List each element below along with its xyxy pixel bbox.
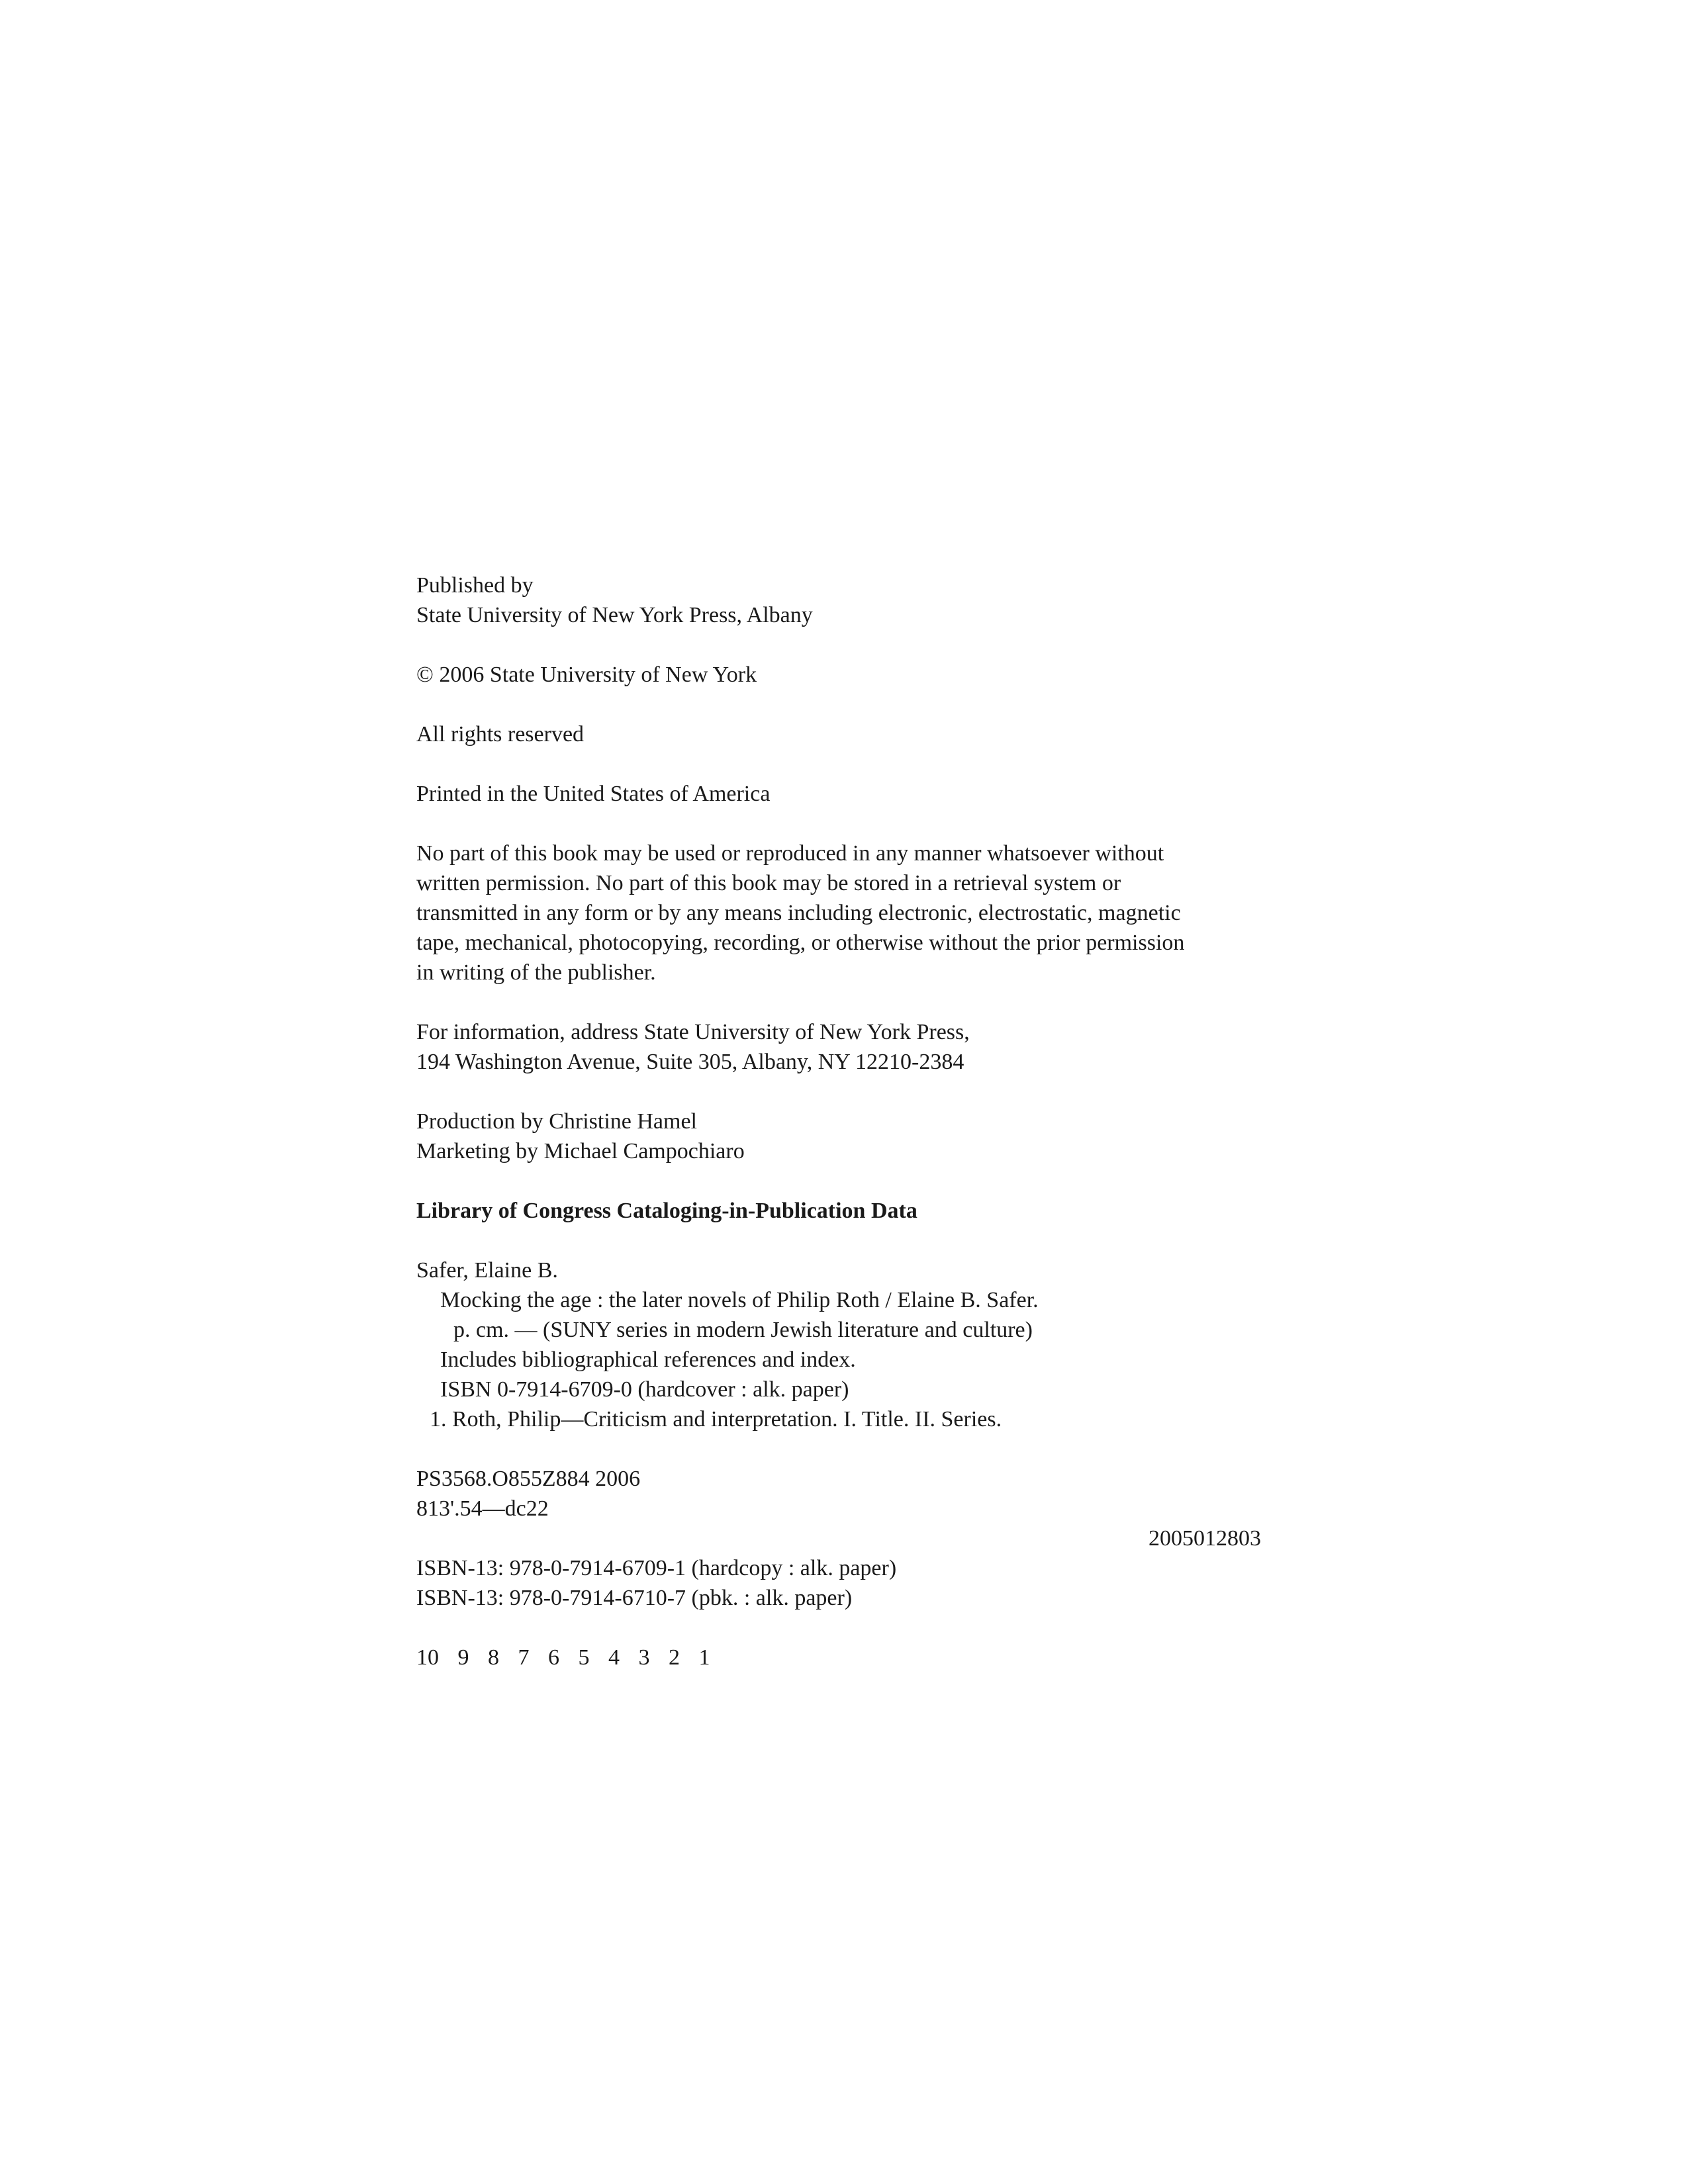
cip-heading: Library of Congress Cataloging-in-Publication Data bbox=[416, 1199, 917, 1223]
permission-line: transmitted in any form or by any means including electronic, electrostatic, magnetic bbox=[416, 901, 1181, 925]
permission-line: tape, mechanical, photocopying, recording, or otherwise without the prior permission bbox=[416, 931, 1185, 955]
printer-key bbox=[416, 1647, 724, 1669]
cip-notes: Includes bibliographical references and index. bbox=[440, 1347, 856, 1372]
cip-subjects: 1. Roth, Philip—Criticism and interpretation. I. Title. II. Series. bbox=[430, 1407, 1002, 1432]
cip-author: Safer, Elaine B. bbox=[416, 1258, 558, 1283]
production-credit: Production by Christine Hamel bbox=[416, 1109, 698, 1134]
permission-line: No part of this book may be used or reproduced in any manner whatsoever without bbox=[416, 841, 1164, 866]
printer-key-number: 4 bbox=[608, 1645, 620, 1670]
permission-line: written permission. No part of this book may be stored in a retrieval system or bbox=[416, 871, 1121, 895]
address-line: 194 Washington Avenue, Suite 305, Albany, NY 12210-2384 bbox=[416, 1050, 964, 1074]
cip-series: p. cm. — (SUNY series in modern Jewish literature and culture) bbox=[453, 1318, 1033, 1342]
printer-key-number: 5 bbox=[578, 1645, 590, 1670]
printer-key-number: 10 bbox=[416, 1645, 439, 1670]
published-by-label: Published by bbox=[416, 573, 534, 598]
isbn13-paperback: ISBN-13: 978-0-7914-6710-7 (pbk. : alk. paper) bbox=[416, 1586, 853, 1610]
printer-key-number: 8 bbox=[488, 1645, 499, 1670]
permission-line: in writing of the publisher. bbox=[416, 960, 656, 985]
lc-classification: PS3568.O855Z884 2006 bbox=[416, 1467, 641, 1491]
printer-key-number: 3 bbox=[638, 1645, 650, 1670]
printer-key-number: 1 bbox=[698, 1645, 710, 1670]
printer-key-number: 7 bbox=[518, 1645, 530, 1670]
cip-title: Mocking the age : the later novels of Philip Roth / Elaine B. Safer. bbox=[440, 1288, 1039, 1312]
isbn13-hardcopy: ISBN-13: 978-0-7914-6709-1 (hardcopy : alk. paper) bbox=[416, 1556, 897, 1580]
printer-key-number: 2 bbox=[669, 1645, 680, 1670]
printer-key-number: 9 bbox=[457, 1645, 469, 1670]
lccn-number: 2005012803 bbox=[1149, 1526, 1261, 1551]
rights-notice: All rights reserved bbox=[416, 722, 585, 747]
cip-isbn: ISBN 0-7914-6709-0 (hardcover : alk. paper) bbox=[440, 1377, 849, 1402]
printed-notice: Printed in the United States of America bbox=[416, 782, 771, 806]
information-line: For information, address State University of New York Press, bbox=[416, 1020, 970, 1044]
publisher-name: State University of New York Press, Albany bbox=[416, 603, 813, 627]
dewey-classification: 813'.54—dc22 bbox=[416, 1496, 549, 1521]
printer-key-number: 6 bbox=[548, 1645, 559, 1670]
marketing-credit: Marketing by Michael Campochiaro bbox=[416, 1139, 745, 1163]
copyright-notice: © 2006 State University of New York bbox=[416, 662, 757, 687]
